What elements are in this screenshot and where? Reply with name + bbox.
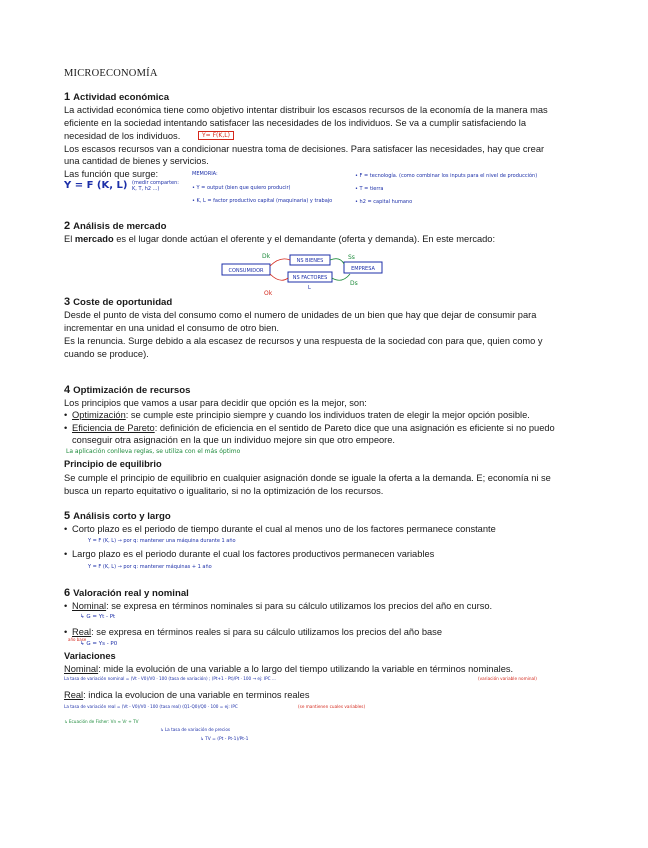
- factors-label: NS FACTORES: [292, 275, 328, 281]
- section-title: Coste de oportunidad: [73, 297, 173, 308]
- section-title: Análisis de mercado: [73, 221, 167, 232]
- handwritten-formula-note: (medir comparten: K, T, h2 ...): [132, 180, 179, 192]
- factor-supply-arrow: [270, 274, 288, 280]
- bullet-dot: •: [64, 423, 68, 433]
- bullet-item: [64, 548, 434, 560]
- paragraph-line: eficiente en la sociedad intentando satisfacer las necesidades de los individuos. Se va a cumplir satisfaciendo la: [64, 118, 527, 128]
- bullet-dot: •: [64, 549, 68, 559]
- section-4-heading: [64, 384, 190, 396]
- section-5-heading: [64, 510, 171, 522]
- handwritten-note: • Y = output (bien que quiero producir): [192, 185, 291, 191]
- handwritten-note: • K, L = factor productivo capital (maquinaria) y trabajo: [192, 198, 333, 204]
- section-3-heading: [64, 296, 172, 308]
- section-number: 4: [64, 384, 71, 396]
- paragraph-line: Los escasos recursos van a condicionar nuestra toma de decisiones. Para satisfacer las necesidades, hay que crear: [64, 144, 545, 154]
- handwritten-note: ↳ G = Ys - P0: [80, 641, 118, 647]
- text-span: : se expresa en términos nominales si para su cálculo utilizamos los precios del año en curso.: [106, 601, 493, 611]
- text-span: : se cumple este principio siempre y cuando los individuos traten de elegir la mejor opción posible.: [125, 410, 530, 420]
- bullet-dot: •: [64, 627, 68, 637]
- dk-label: Dk: [262, 253, 271, 260]
- section-6-heading: [64, 587, 189, 599]
- handwritten-note: La tasa de variación real = (Vt - V0)/V0 · 100 (tasa real) (Q1-Q0)/Q0 · 100 = ej: IPC: [64, 704, 238, 709]
- underlined-term: Real: [64, 690, 84, 700]
- text-span: : definición de eficiencia en el sentido de Pareto dice que una asignación es eficiente si no puedo: [154, 423, 555, 433]
- market-diagram: [220, 250, 400, 298]
- ss-label: Ss: [348, 254, 355, 261]
- bullet-dot: •: [64, 410, 68, 420]
- underlined-term: Eficiencia de Pareto: [72, 423, 155, 433]
- section-1-heading: [64, 91, 169, 103]
- handwritten-note: La aplicación conlleva reglas, se utiliza con el más óptimo: [66, 448, 241, 455]
- text-span: : se expresa en términos reales si para su cálculo utilizamos los precios del año base: [91, 627, 443, 637]
- firm-label: EMPRESA: [351, 266, 375, 272]
- handwritten-box-note: Y= F(K,L): [198, 131, 234, 140]
- paragraph-line: Los principios que vamos a usar para decidir que opción es la mejor, son:: [64, 398, 367, 408]
- bullet-item: [64, 523, 496, 535]
- handwritten-note: • h2 = capital humano: [355, 199, 413, 205]
- handwritten-note: ↳ La tasa de variación de precios: [160, 727, 231, 732]
- section-title: Optimización de recursos: [73, 385, 191, 396]
- underlined-term: Real: [72, 627, 92, 637]
- document-title: MICROECONOMÍA: [64, 68, 158, 79]
- bullet-dot: •: [64, 601, 68, 611]
- factor-demand-arrow: [332, 274, 350, 280]
- underlined-term: Nominal: [72, 601, 107, 611]
- section-number: 5: [64, 510, 71, 522]
- text-span: : indica la evolucion de una variable en terminos reales: [83, 690, 310, 700]
- handwritten-note: año base: [68, 637, 87, 642]
- paragraph-line: incrementar en una unidad el consumo de otro bien.: [64, 323, 279, 333]
- handwritten-note: Y = F (K, L) → por q: mantener máquinas + 1 año: [88, 564, 212, 570]
- subheading: Variaciones: [64, 651, 116, 661]
- section-title: Análisis corto y largo: [73, 511, 171, 522]
- handwritten-note: ↳ G = Yt - Pt: [80, 614, 116, 620]
- paragraph-line: [64, 663, 513, 675]
- handwritten-formula: TV = (Pt - Pt-1)/Pt-1: [205, 737, 249, 742]
- section-2-heading: [64, 220, 166, 232]
- handwritten-formula: G = Ys - P0: [86, 641, 118, 647]
- handwritten-formula: Ecuación de Fisher: Vn ≈ Vr + TV: [68, 719, 139, 724]
- handwritten-note: Y = F (K, L) → por q: mantener una máquina durante 1 año: [88, 538, 236, 544]
- bullet-item: [64, 600, 492, 612]
- paragraph-line: [64, 689, 309, 701]
- paragraph-line: Desde el punto de vista del consumo como el numero de unidades de un bien que hay que dejar de consumir para: [64, 310, 537, 320]
- bullet-item: [64, 626, 442, 638]
- demand-arrow: [270, 259, 290, 266]
- paragraph-line: La actividad económica tiene como objetivo intentar distribuir los escasos recursos de la economía de la manera mas: [64, 105, 548, 115]
- section-title: Valoración real y nominal: [73, 588, 189, 599]
- text-span: es el lugar donde actúan el oferente y el demandante (oferta y demanda). En este mercado:: [116, 234, 496, 244]
- l-label: L: [308, 285, 311, 291]
- text-span: Largo plazo es el periodo durante el cual los factores productivos permanecen variables: [72, 549, 435, 559]
- paragraph-line: [64, 233, 495, 245]
- bullet-item: [64, 409, 530, 421]
- paragraph-line: conseguir otra asignación en la que un individuo mejore sin que otro empeore.: [72, 435, 396, 445]
- section-number: 2: [64, 220, 71, 232]
- goods-label: NS BIENES: [296, 258, 324, 264]
- handwritten-note: (variación variable nominal): [478, 676, 537, 681]
- section-title: Actividad económica: [73, 92, 170, 103]
- paragraph-line: Se cumple el principio de equilibrio en cualquier asignación donde se iguale la oferta a la demanda. E; economía ni se: [64, 473, 551, 483]
- section-number: 6: [64, 587, 71, 599]
- bold-term: mercado: [74, 234, 114, 244]
- supply-arrow: [330, 259, 344, 264]
- paragraph-line: Es la renuncia. Surge debido a ala escasez de recursos y una respuesta de la sociedad con para que, quien como y: [64, 336, 543, 346]
- handwritten-formula: Y = F (K, L): [64, 180, 128, 191]
- handwritten-formula: G = Yt - Pt: [86, 614, 116, 620]
- underlined-term: Nominal: [64, 664, 99, 674]
- paragraph-line: necesidad de los individuos.: [64, 131, 181, 141]
- paragraph-line: una cantidad de bienes y servicios.: [64, 156, 209, 166]
- text-span: : mide la evolución de una variable a lo largo del tiempo utilizando la variable en términos nominales.: [98, 664, 514, 674]
- underlined-term: Optimización: [72, 410, 126, 420]
- subheading: Principio de equilibrio: [64, 459, 162, 469]
- text-span: El: [64, 234, 73, 244]
- text-span: Corto plazo es el periodo de tiempo durante el cual al menos uno de los factores permanece constante: [72, 524, 496, 534]
- handwritten-note: MEMORIA:: [192, 171, 218, 177]
- paragraph-line: Las función que surge:: [64, 169, 159, 179]
- ds-label: Ds: [350, 280, 358, 287]
- handwritten-note: ↳ Ecuación de Fisher: Vn ≈ Vr + TV: [64, 719, 139, 724]
- handwritten-note: (se mantienen cuales variables): [298, 704, 366, 709]
- handwritten-note: • F = tecnología. (como combinar los inputs para el nivel de producción): [355, 173, 538, 179]
- section-number: 1: [64, 91, 71, 103]
- handwritten-note: La tasa de variación nominal = (Vt - V0)/V0 · 100 (tasa de variación) ; (Pt+1 - Pt)/Pt · 100 → ej: IPC ...: [64, 676, 276, 681]
- handwritten-formula: La tasa de variación de precios: [164, 727, 231, 732]
- handwritten-note: • T = tierra: [355, 186, 384, 192]
- paragraph-line: cuando se produce).: [64, 349, 149, 359]
- ok-label: Ok: [264, 290, 273, 297]
- section-number: 3: [64, 296, 71, 308]
- handwritten-note: ↳ TV = (Pt - Pt-1)/Pt-1: [200, 737, 249, 742]
- paragraph-line: busca un reparto equitativo o igualitario, si no la optimización de los recursos.: [64, 486, 384, 496]
- consumer-label: CONSUMIDOR: [228, 268, 264, 274]
- bullet-item: [64, 422, 555, 434]
- bullet-dot: •: [64, 524, 68, 534]
